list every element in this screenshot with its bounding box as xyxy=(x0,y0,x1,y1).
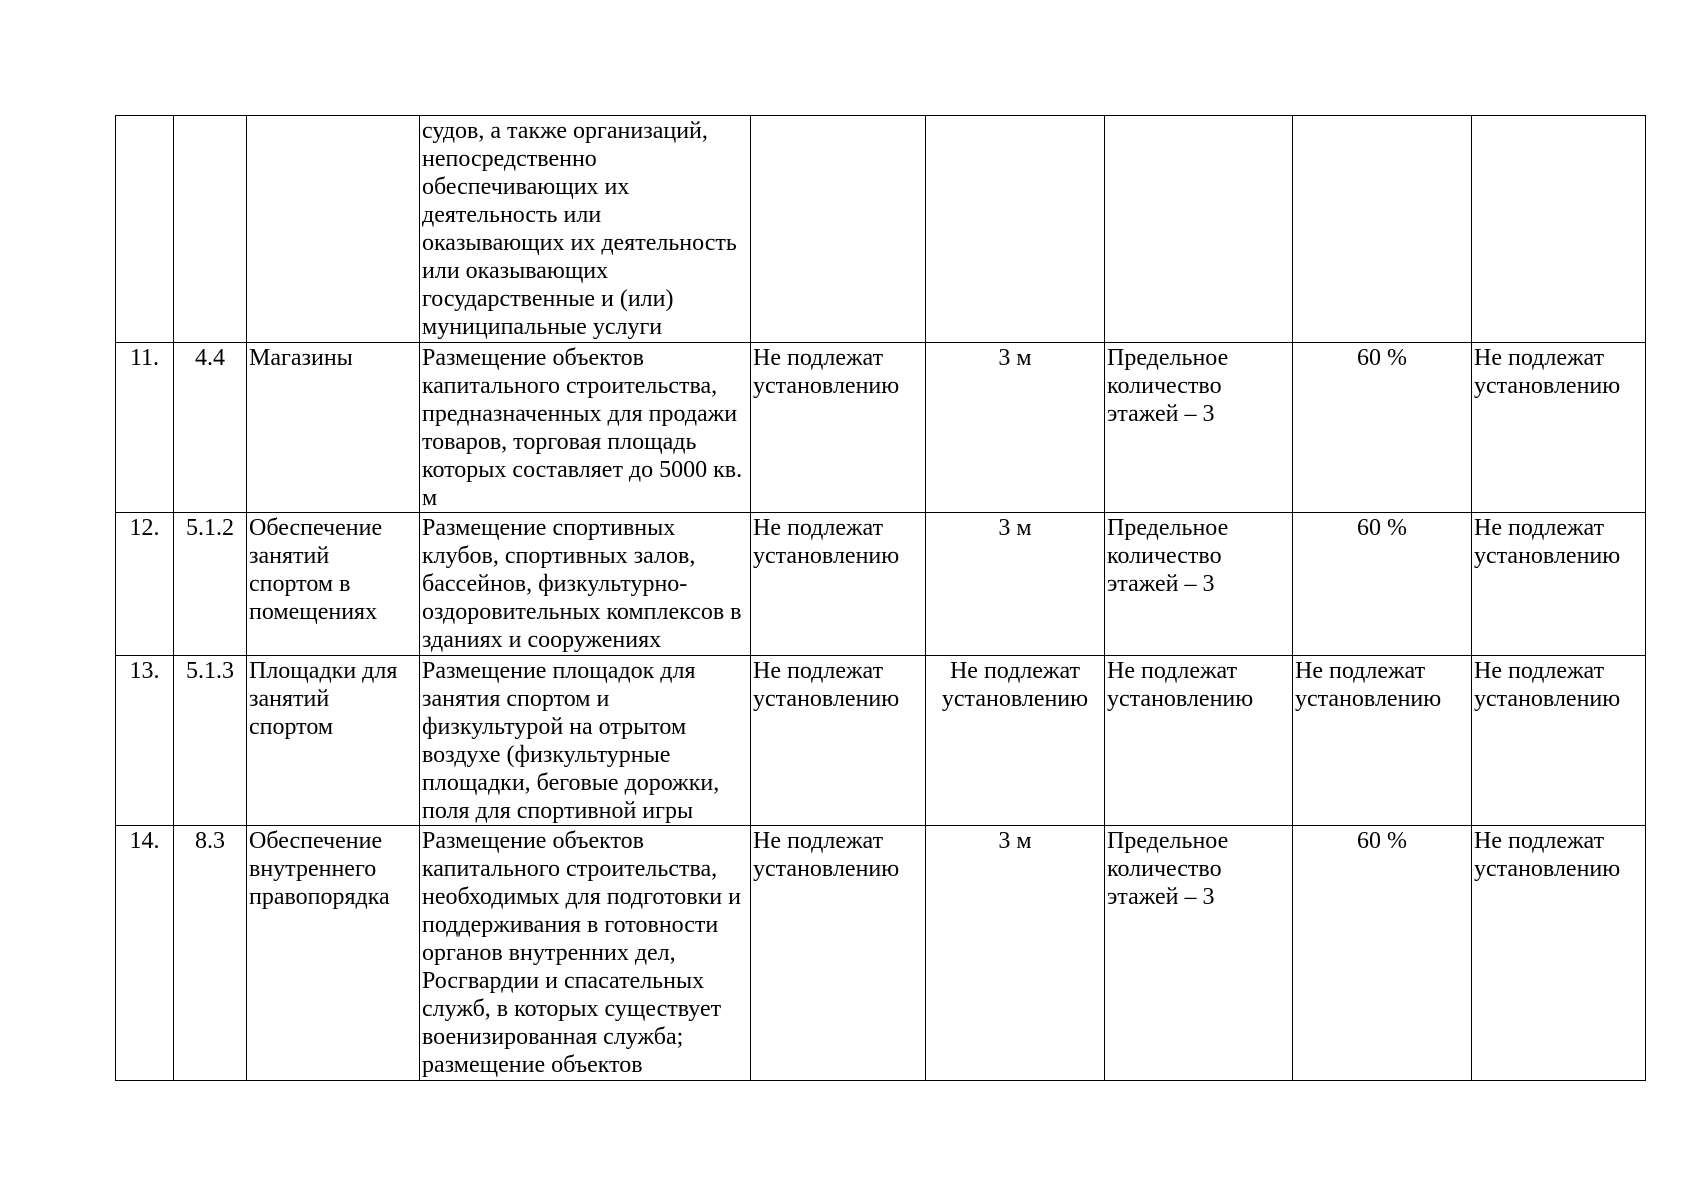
floors-cell: Предельное количество этажей – 3 xyxy=(1105,343,1293,513)
use-code-cell xyxy=(174,116,247,343)
table-row xyxy=(116,513,1646,656)
row-number-cell xyxy=(116,116,174,343)
row-number-cell: 11. xyxy=(116,343,174,513)
setback-cell: 3 м xyxy=(926,513,1105,656)
use-name-cell: Обеспечение занятий спортом в помещениях xyxy=(247,513,420,656)
other-params-cell xyxy=(1472,116,1646,343)
floors-cell: Предельное количество этажей – 3 xyxy=(1105,826,1293,1081)
floors-cell: Предельное количество этажей – 3 xyxy=(1105,513,1293,656)
other-params-cell: Не подлежат установлению xyxy=(1472,826,1646,1081)
coverage-cell: 60 % xyxy=(1293,343,1472,513)
use-description-cell: Размещение площадок для занятия спортом и физкультурой на отрытом воздухе (физкультурные площадки, беговые дорожки, поля для спортивной игры xyxy=(420,656,751,826)
other-params-cell: Не подлежат установлению xyxy=(1472,513,1646,656)
other-params-cell: Не подлежат установлению xyxy=(1472,656,1646,826)
coverage-cell: 60 % xyxy=(1293,826,1472,1081)
floors-cell: Не подлежат установлению xyxy=(1105,656,1293,826)
plot-size-cell: Не подлежат установлению xyxy=(751,513,926,656)
row-number-cell: 14. xyxy=(116,826,174,1081)
coverage-cell xyxy=(1293,116,1472,343)
use-name-cell: Обеспечение внутреннего правопорядка xyxy=(247,826,420,1081)
use-description-cell: Размещение спортивных клубов, спортивных залов, бассейнов, физкультурно- оздоровительных комплексов в зданиях и сооружениях xyxy=(420,513,751,656)
setback-cell xyxy=(926,116,1105,343)
coverage-cell: 60 % xyxy=(1293,513,1472,656)
use-code-cell: 8.3 xyxy=(174,826,247,1081)
table-row xyxy=(116,116,1646,343)
use-description-cell: Размещение объектов капитального строительства, предназначенных для продажи товаров, торговая площадь которых составляет до 5000 кв. м xyxy=(420,343,751,513)
other-params-cell: Не подлежат установлению xyxy=(1472,343,1646,513)
row-number-cell: 12. xyxy=(116,513,174,656)
use-description-cell: судов, а также организаций, непосредственно обеспечивающих их деятельность или оказывающих их деятельность или оказывающих государственные и (или) муниципальные услуги xyxy=(420,116,751,343)
setback-cell: 3 м xyxy=(926,826,1105,1081)
use-name-cell: Магазины xyxy=(247,343,420,513)
table-row xyxy=(116,826,1646,1081)
use-code-cell: 5.1.2 xyxy=(174,513,247,656)
coverage-cell: Не подлежат установлению xyxy=(1293,656,1472,826)
setback-cell: 3 м xyxy=(926,343,1105,513)
use-code-cell: 4.4 xyxy=(174,343,247,513)
land-use-regulations-table xyxy=(115,115,1646,1081)
plot-size-cell: Не подлежат установлению xyxy=(751,343,926,513)
setback-cell: Не подлежат установлению xyxy=(926,656,1105,826)
use-description-cell: Размещение объектов капитального строительства, необходимых для подготовки и поддерживания в готовности органов внутренних дел, Росгвардии и спасательных служб, в которых существует военизированная служба; размещение объектов xyxy=(420,826,751,1081)
plot-size-cell xyxy=(751,116,926,343)
plot-size-cell: Не подлежат установлению xyxy=(751,656,926,826)
floors-cell xyxy=(1105,116,1293,343)
row-number-cell: 13. xyxy=(116,656,174,826)
use-name-cell: Площадки для занятий спортом xyxy=(247,656,420,826)
plot-size-cell: Не подлежат установлению xyxy=(751,826,926,1081)
table-row xyxy=(116,343,1646,513)
use-name-cell xyxy=(247,116,420,343)
use-code-cell: 5.1.3 xyxy=(174,656,247,826)
table-row xyxy=(116,656,1646,826)
